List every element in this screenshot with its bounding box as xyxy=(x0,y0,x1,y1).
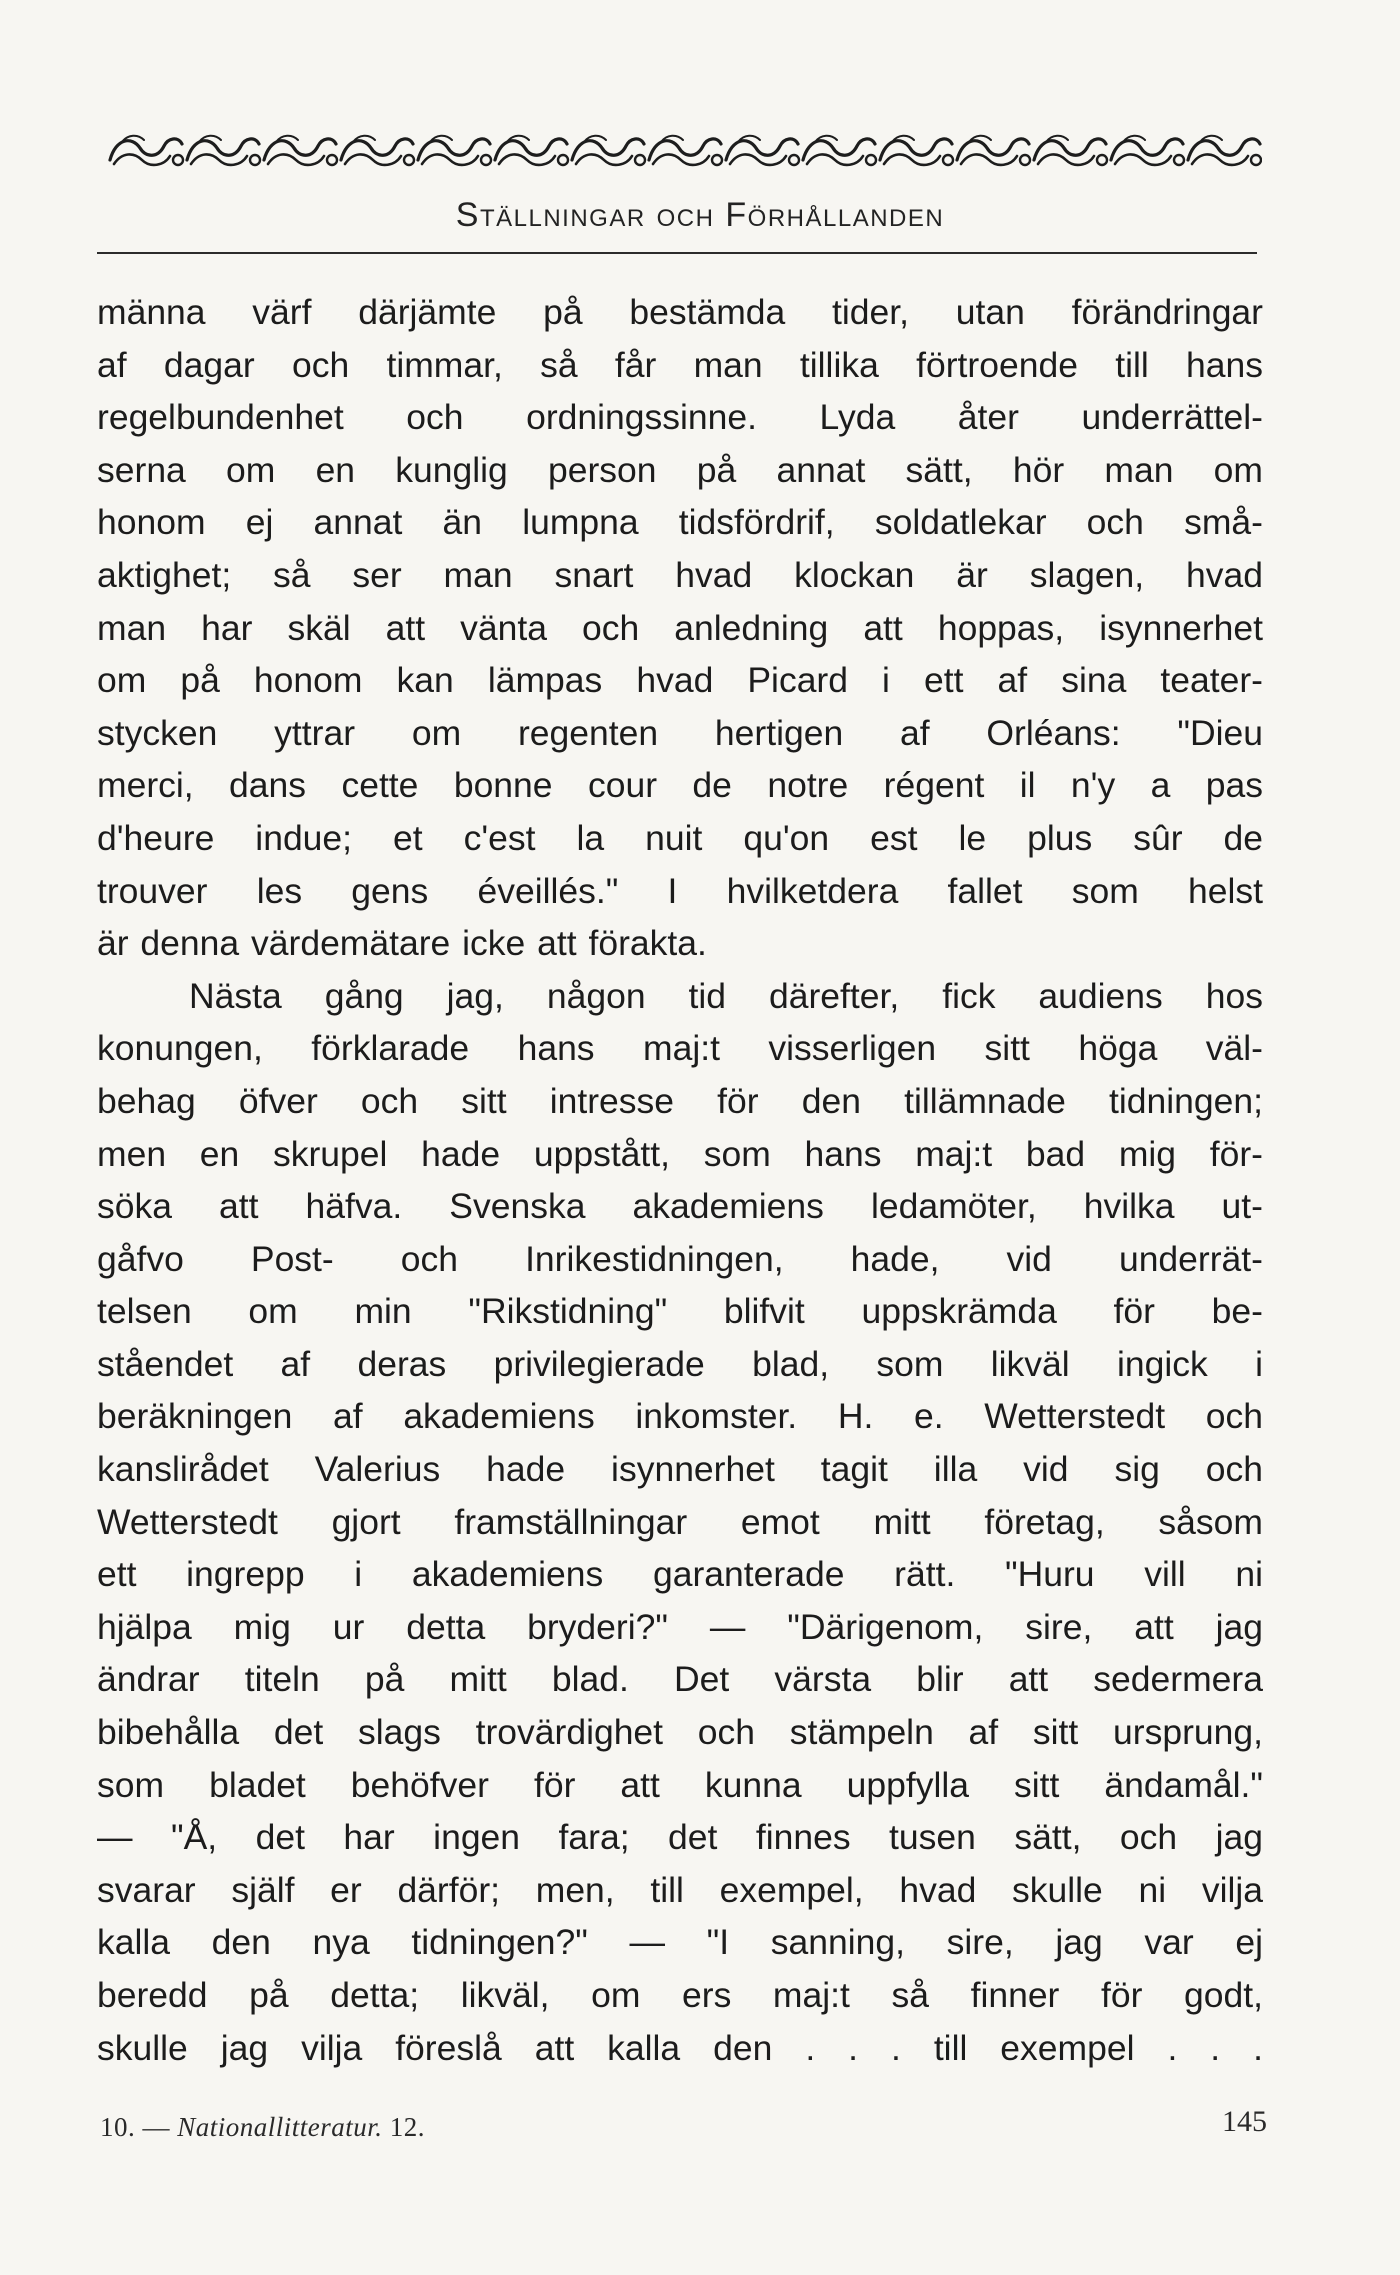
text-line: men en skrupel hade uppstått, som hans maj:t bad mig för- xyxy=(97,1133,1263,1174)
text-line: männa värf därjämte på bestämda tider, utan förändringar xyxy=(97,292,1263,332)
signature-suffix: 12. xyxy=(389,2112,426,2142)
text-line: regelbundenhet och ordningssinne. Lyda åter underrättel- xyxy=(97,397,1263,438)
text-line: telsen om min "Rikstidning" blifvit uppskrämda för be- xyxy=(97,1291,1263,1332)
text-line: konungen, förklarade hans maj:t visserligen sitt höga väl- xyxy=(97,1028,1263,1069)
text-line: kalla den nya tidningen?" — "I sanning, sire, jag var ej xyxy=(97,1922,1263,1963)
text-line: svarar själf er därför; men, till exempel, hvad skulle ni vilja xyxy=(97,1869,1263,1910)
text-line: man har skäl att vänta och anledning att hoppas, isynnerhet xyxy=(97,607,1263,648)
signature-line xyxy=(100,2112,425,2143)
text-line: behag öfver och sitt intresse för den tillämnade tidningen; xyxy=(97,1080,1263,1121)
text-line: bibehålla det slags trovärdighet och stämpeln af sitt ursprung, xyxy=(97,1712,1263,1753)
page-body xyxy=(97,286,1263,2074)
text-line: om på honom kan lämpas hvad Picard i ett af sina teater- xyxy=(97,660,1263,701)
text-line: af dagar och timmar, så får man tillika förtroende till hans xyxy=(97,344,1263,385)
paragraph-first-line: Nästa gång jag, någon tid därefter, fick audiens hos xyxy=(189,975,1263,1016)
running-head: Ställningar och Förhållanden xyxy=(455,196,945,234)
text-line: trouver les gens éveillés." I hvilketdera fallet som helst xyxy=(97,870,1263,911)
text-line: honom ej annat än lumpna tidsfördrif, soldatlekar och små- xyxy=(97,502,1263,543)
text-line: ståendet af deras privilegierade blad, som likväl ingick i xyxy=(97,1343,1263,1384)
signature-title: Nationallitteratur. xyxy=(177,2112,383,2142)
text-line: beredd på detta; likväl, om ers maj:t så finner för godt, xyxy=(97,1975,1263,2015)
text-line: ändrar titeln på mitt blad. Det värsta blir att sedermera xyxy=(97,1659,1263,1700)
text-line: ett ingrepp i akademiens garanterade rätt. "Huru vill ni xyxy=(97,1554,1263,1595)
text-line: gåfvo Post- och Inrikestidningen, hade, vid underrät- xyxy=(97,1238,1263,1279)
text-line: aktighet; så ser man snart hvad klockan är slagen, hvad xyxy=(97,554,1263,595)
header-rule xyxy=(97,252,1257,254)
page-number: 145 xyxy=(1222,2105,1267,2138)
paragraph-last-line: är denna värdemätare icke att förakta. xyxy=(97,923,707,964)
text-line: skulle jag vilja föreslå att kalla den . . . till exempel . . . xyxy=(97,2027,1263,2068)
text-line: — "Å, det har ingen fara; det finnes tusen sätt, och jag xyxy=(97,1817,1263,1858)
text-line: som bladet behöfver för att kunna uppfylla sitt ändamål." xyxy=(97,1764,1263,1805)
text-line: d'heure indue; et c'est la nuit qu'on est le plus sûr de xyxy=(97,817,1263,858)
text-line: stycken yttrar om regenten hertigen af Orléans: "Dieu xyxy=(97,712,1263,753)
text-line: Wetterstedt gjort framställningar emot mitt företag, såsom xyxy=(97,1501,1263,1542)
text-line: beräkningen af akademiens inkomster. H. e. Wetterstedt och xyxy=(97,1396,1263,1437)
text-line: hjälpa mig ur detta bryderi?" — "Därigenom, sire, att jag xyxy=(97,1606,1263,1647)
text-line: kanslirådet Valerius hade isynnerhet tagit illa vid sig och xyxy=(97,1449,1263,1490)
text-line: serna om en kunglig person på annat sätt, hör man om xyxy=(97,449,1263,490)
text-line: merci, dans cette bonne cour de notre régent il n'y a pas xyxy=(97,765,1263,806)
ornamental-header-band xyxy=(108,128,1262,170)
text-line: söka att häfva. Svenska akademiens ledamöter, hvilka ut- xyxy=(97,1186,1263,1227)
signature-prefix: 10. — xyxy=(100,2112,170,2142)
